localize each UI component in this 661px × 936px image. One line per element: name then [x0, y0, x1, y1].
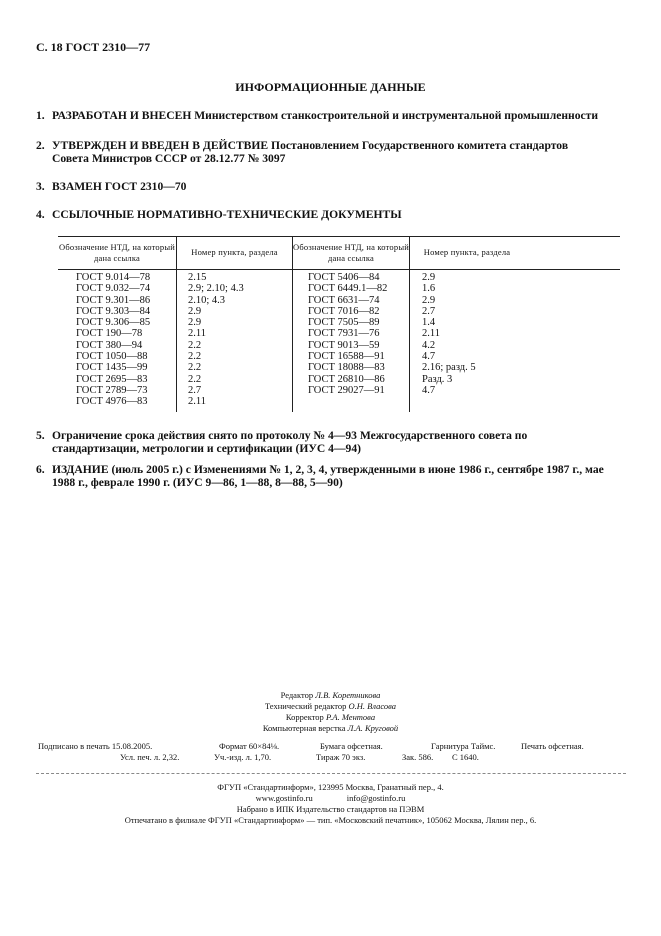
table-cell-reference: 2.9 [188, 317, 202, 329]
header-doc-right: Обозначение НТД, на который дана ссылка [293, 242, 409, 263]
table-cell-reference: 1.6 [422, 283, 436, 295]
item-number: 6. [36, 463, 45, 476]
publisher-address: ФГУП «Стандартинформ», 123995 Москва, Гранатный пер., 4. [217, 782, 444, 792]
column-divider [409, 237, 410, 412]
table-cell-document: ГОСТ 7931—76 [308, 328, 380, 340]
table-cell-document: ГОСТ 2789—73 [76, 384, 148, 396]
info-item-5 [36, 430, 606, 455]
table-cell-document: ГОСТ 9013—59 [308, 339, 380, 351]
imprint-signed: Подписано в печать 15.08.2005. [38, 741, 153, 751]
imprint-font: Гарнитура Таймс. [431, 741, 496, 751]
item-text: ССЫЛОЧНЫЕ НОРМАТИВНО-ТЕХНИЧЕСКИЕ ДОКУМЕНТЫ [52, 208, 402, 221]
table-cell-reference: 2.2 [188, 373, 202, 385]
table-cell-document: ГОСТ 9.303—84 [76, 305, 151, 317]
item-number: 4. [36, 208, 45, 221]
table-cell-document: ГОСТ 7505—89 [308, 317, 380, 329]
imprint-format: Формат 60×84⅛. [219, 741, 280, 751]
references-table [58, 236, 620, 412]
item-text: УТВЕРЖДЕН И ВВЕДЕН В ДЕЙСТВИЕ Постановлением Государственного комитета стандартов Совета Министров СССР от 28.12.77 № 3097 [52, 139, 569, 165]
table-cell-reference: 2.11 [188, 396, 206, 408]
table-cell-reference: 2.2 [188, 351, 202, 363]
table-cell-document: ГОСТ 380—94 [76, 339, 143, 351]
credit-corrector: Корректор Р.А. Ментова [285, 712, 376, 722]
left-docs-column [76, 272, 150, 408]
table-cell-document: ГОСТ 9.014—78 [76, 272, 151, 283]
table-cell-reference: Разд. 3 [422, 373, 453, 385]
info-item-3 [36, 181, 606, 194]
imprint-order: Зак. 586. [402, 752, 434, 762]
credits [0, 690, 661, 734]
table-cell-document: ГОСТ 26810—86 [308, 373, 385, 385]
table-cell-document: ГОСТ 9.032—74 [76, 283, 151, 295]
imprint-run: Тираж 70 экз. [316, 752, 366, 762]
table-cell-reference: 2.16; разд. 5 [422, 362, 476, 374]
printed-note: Отпечатано в филиале ФГУП «Стандартинформ» — тип. «Московский печатник», 105062 Москва, Лялин пер., 6. [124, 815, 537, 825]
info-item-2 [36, 140, 606, 165]
table-cell-document: ГОСТ 2695—83 [76, 373, 148, 385]
table-cell-document: ГОСТ 190—78 [76, 328, 143, 340]
table-cell-document: ГОСТ 18088—83 [308, 362, 385, 374]
column-divider [176, 237, 177, 412]
table-cell-reference: 2.7 [188, 384, 202, 396]
imprint-sheets: Усл. печ. л. 2,32. [120, 752, 180, 762]
table-cell-document: ГОСТ 29027—91 [308, 384, 385, 396]
table-cell-reference: 2.9; 2.10; 4.3 [188, 283, 244, 295]
table-cell-reference: 2.2 [188, 339, 202, 351]
table-cell-document: ГОСТ 4976—83 [76, 396, 148, 408]
page-header: С. 18 ГОСТ 2310—77 [36, 40, 151, 54]
table-cell-reference: 4.7 [422, 351, 436, 363]
table-cell-document: ГОСТ 7016—82 [308, 305, 380, 317]
table-cell-document: ГОСТ 5406—84 [308, 272, 380, 283]
item-text: ВЗАМЕН ГОСТ 2310—70 [52, 180, 187, 193]
credit-tech-editor: Технический редактор О.Н. Власова [264, 701, 397, 711]
header-divider [58, 269, 620, 270]
table-cell-document: ГОСТ 6449.1—82 [308, 283, 388, 295]
item-text: Ограничение срока действия снято по протоколу № 4—93 Межгосударственного совета по стандартизации, метрологии и сертификации (ИУС 4—94) [52, 429, 528, 455]
header-doc-left: Обозначение НТД, на который дана ссылка [59, 242, 175, 263]
right-refs-column [422, 272, 476, 396]
right-docs-column [308, 272, 387, 396]
section-title: ИНФОРМАЦИОННЫЕ ДАННЫЕ [235, 80, 426, 94]
item-number: 1. [36, 109, 45, 122]
table-cell-document: ГОСТ 6631—74 [308, 294, 380, 306]
table-cell-reference: 2.11 [422, 328, 440, 340]
left-refs-column [188, 272, 244, 408]
table-cell-reference: 4.7 [422, 384, 436, 396]
table-cell-document: ГОСТ 9.301—86 [76, 294, 151, 306]
credit-editor: Редактор Л.В. Коретникова [280, 690, 381, 700]
header-ref-left: Номер пункта, раздела [191, 247, 278, 257]
table-cell-reference: 2.11 [188, 328, 206, 340]
table-cell-reference: 2.15 [188, 272, 207, 283]
item-number: 2. [36, 139, 45, 152]
publisher-website[interactable]: www.gostinfo.ru [255, 793, 313, 803]
table-cell-document: ГОСТ 1050—88 [76, 351, 148, 363]
table-cell-reference: 1.4 [422, 317, 436, 329]
imprint-print: Печать офсетная. [521, 741, 584, 751]
table-cell-reference: 2.9 [188, 305, 202, 317]
imprint-code: С 1640. [452, 752, 479, 762]
table-cell-reference: 2.7 [422, 305, 436, 317]
table-cell-reference: 2.9 [422, 272, 436, 283]
table-cell-reference: 2.10; 4.3 [188, 294, 226, 306]
table-cell-reference: 4.2 [422, 339, 436, 351]
imprint-pub-sheets: Уч.-изд. л. 1,70. [214, 752, 272, 762]
table-cell-document: ГОСТ 9.306—85 [76, 317, 151, 329]
publisher-email[interactable]: info@gostinfo.ru [346, 793, 406, 803]
item-number: 5. [36, 429, 45, 442]
item-text: РАЗРАБОТАН И ВНЕСЕН Министерством станкостроительной и инструментальной промышленности [52, 109, 599, 122]
column-divider [292, 237, 293, 412]
info-item-1 [36, 110, 606, 123]
publisher-info [0, 782, 661, 826]
item-number: 3. [36, 180, 45, 193]
table-cell-document: ГОСТ 16588—91 [308, 351, 385, 363]
table-cell-reference: 2.9 [422, 294, 436, 306]
imprint-paper: Бумага офсетная. [320, 741, 383, 751]
header-ref-right: Номер пункта, раздела [423, 247, 511, 257]
table-cell-document: ГОСТ 1435—99 [76, 362, 148, 374]
info-item-6 [36, 464, 606, 489]
typeset-note: Набрано в ИПК Издательство стандартов на ПЭВМ [236, 804, 425, 814]
info-item-4 [36, 209, 606, 222]
item-text: ИЗДАНИЕ (июль 2005 г.) с Изменениями № 1, 2, 3, 4, утвержденными в июне 1986 г., сентябре 1987 г., мае 1988 г., феврале 1990 г. (ИУС 9—86, 1—88, 8—88, 5—90) [52, 463, 604, 489]
divider [36, 773, 626, 774]
credit-layout: Компьютерная верстка Л.А. Круговой [262, 723, 399, 733]
table-cell-reference: 2.2 [188, 362, 202, 374]
